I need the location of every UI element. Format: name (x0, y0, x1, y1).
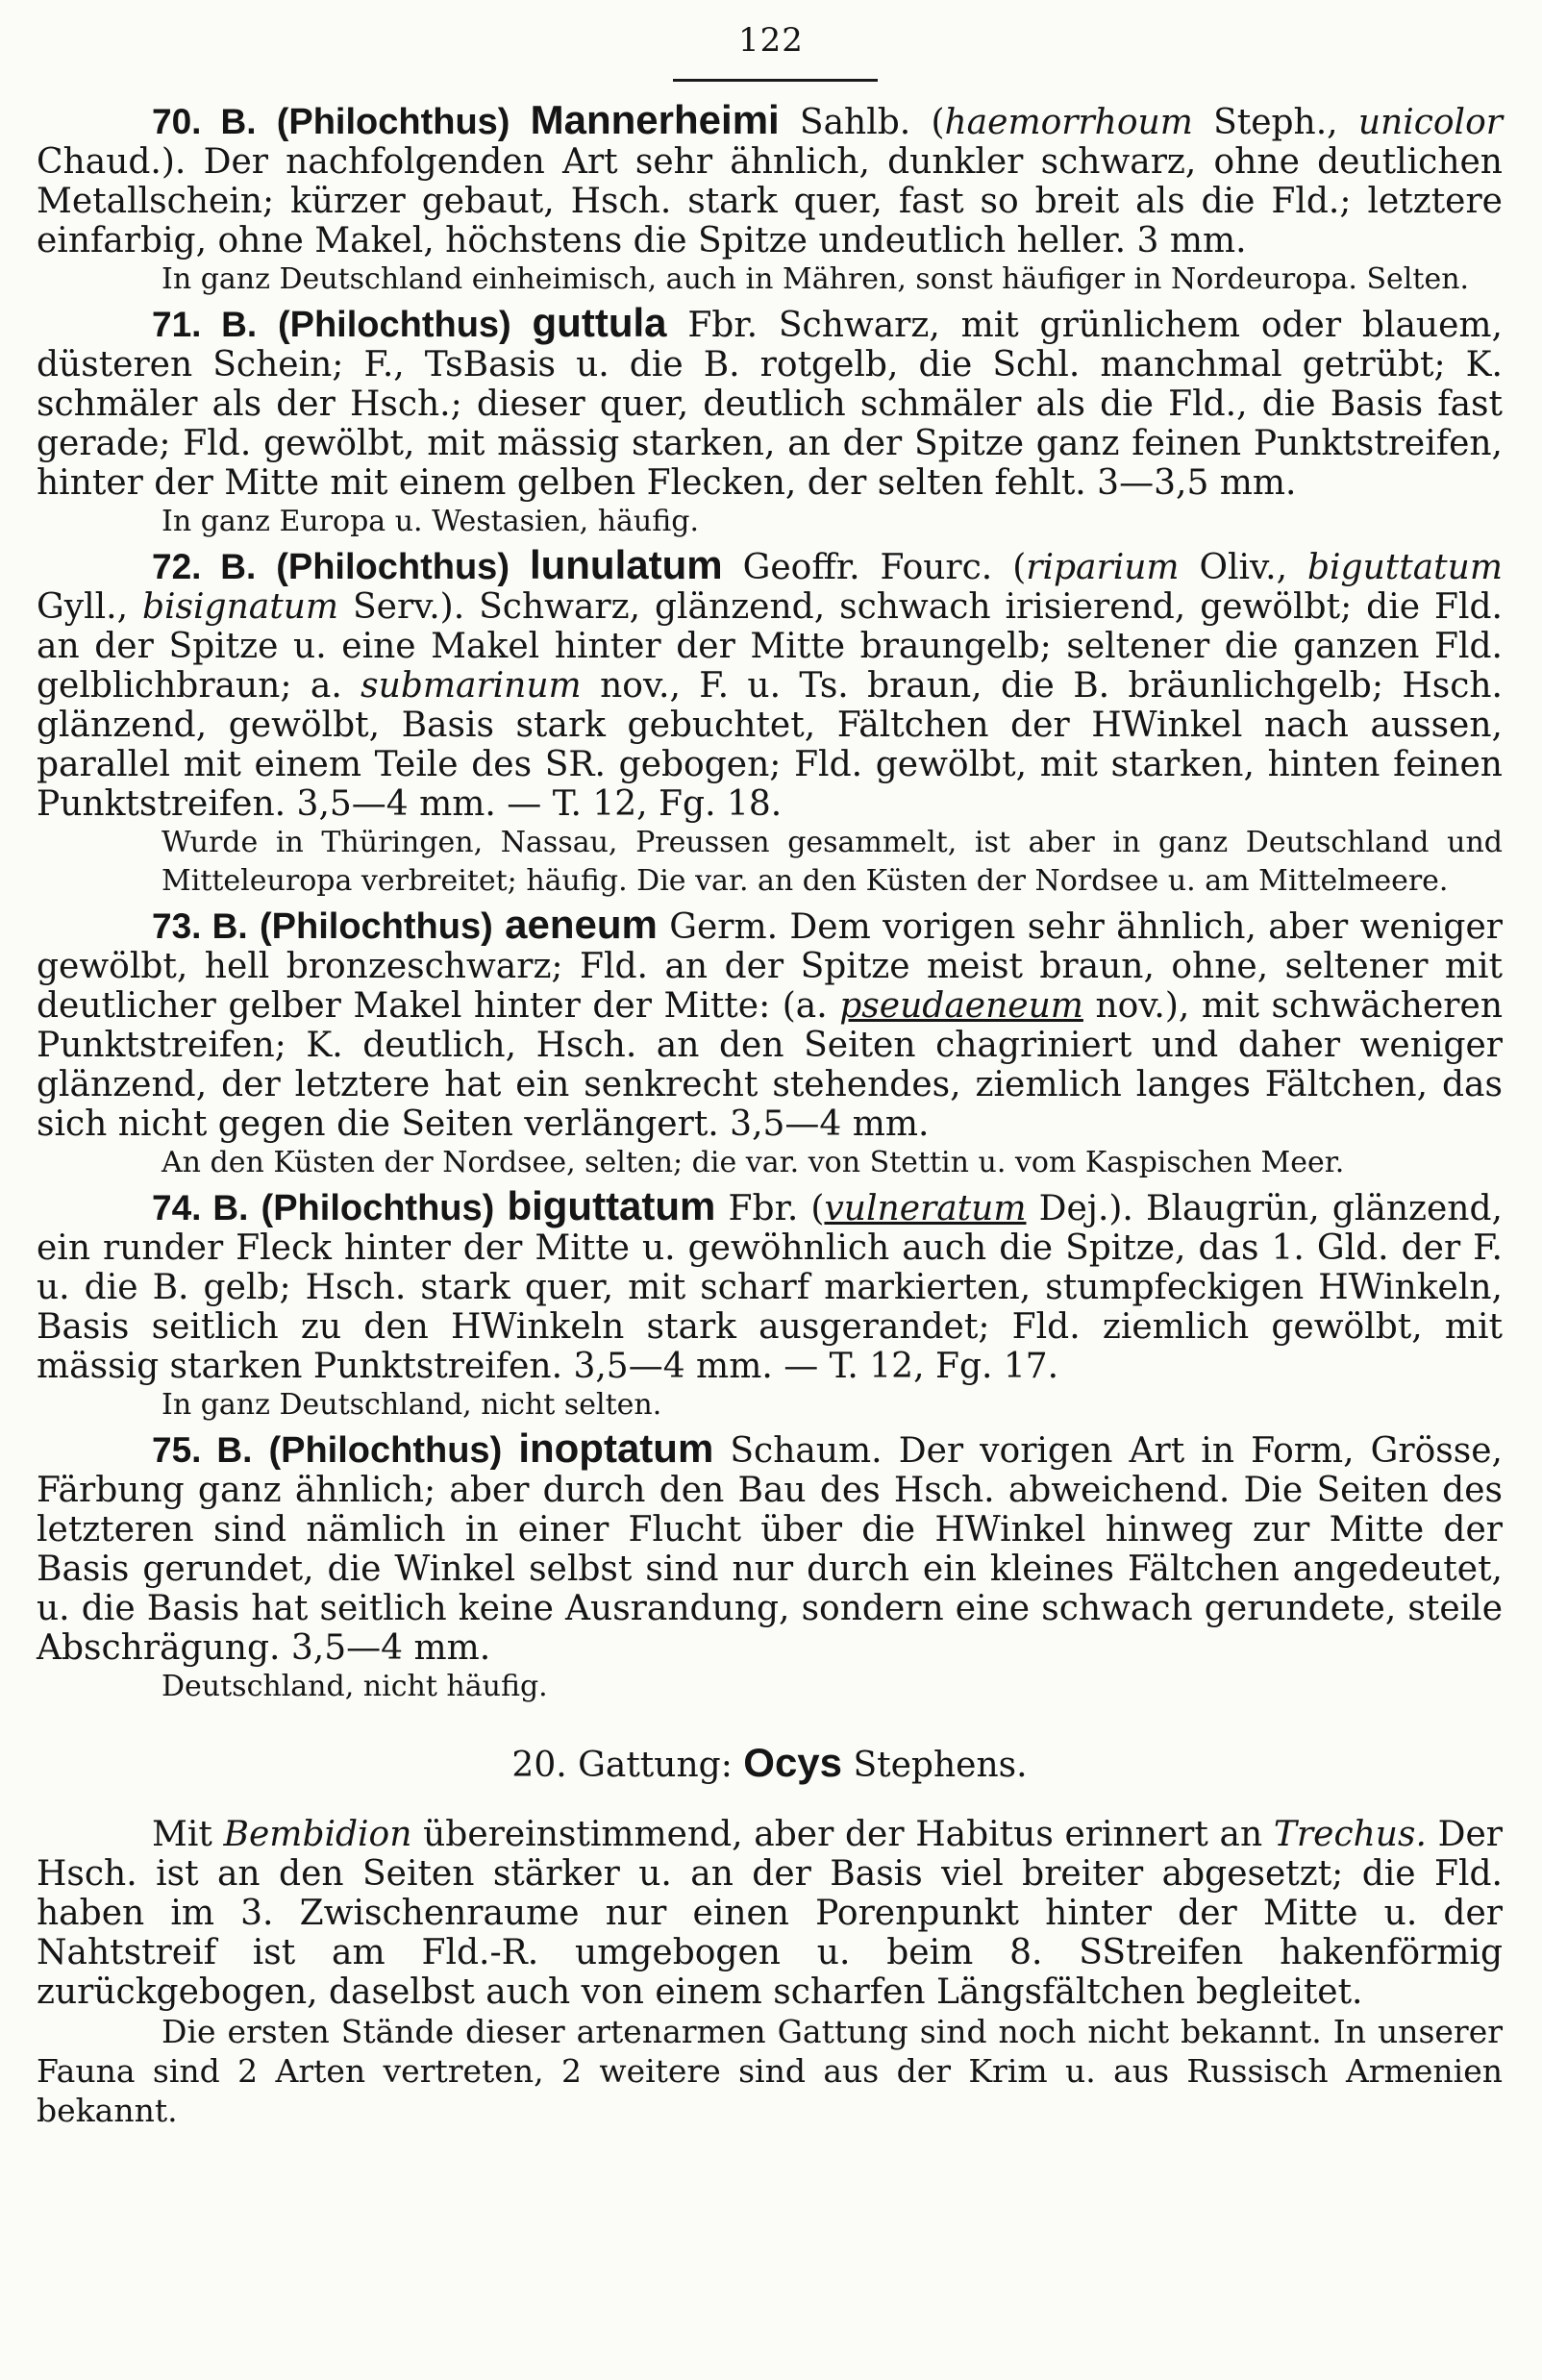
description: Mit (152, 1815, 212, 1854)
paren: ( (1012, 548, 1027, 587)
synonym: riparium (1026, 548, 1180, 587)
synonym: bisignatum (141, 587, 339, 627)
author: Fbr. (728, 1189, 799, 1228)
description: Schaum. Der vorigen Art in Form, Grösse, Färbung ganz ähnlich; aber durch den Bau des Hsch. abweichend. Die Seiten des letzteren sind nämlich in einer Flucht über die HWinkel hinweg zur Mitte der Basis gerundet, die Winkel selbst sind nur durch ein kleines Fältchen angedeutet, u. die Basis hat seitlich keine Ausrandung, sondern eine schwach gerundete, steile Abschrägung. 3,5—4 mm. (37, 1431, 1503, 1668)
species-name: aeneum (505, 902, 658, 947)
genus-name: Ocys (743, 1740, 843, 1785)
author: Geoffr. Fourc. (742, 548, 993, 587)
description: Chaud.). Der nachfolgenden Art sehr ähnlich, dunkler schwarz, ohne deutlichen Metallschein; kürzer gebaut, Hsch. stark quer, fast so breit als die Fld.; letztere einfarbig, ohne Makel, höchstens die Spitze undeutlich heller. 3 mm. (37, 142, 1503, 260)
description: Der Hsch. ist an den Seiten stärker u. an der Basis viel breiter abgesetzt; die Fld. haben im 3. Zwischenraume nur einen Porenpunkt hinter der Mitte u. der Nahtstreif ist am Fld.-R. umgebogen u. beim 8. SStreifen hakenförmig zurückgebogen, daselbst auch von einem scharfen Längsfältchen begleitet. (37, 1815, 1503, 2012)
synonym-author: Oliv., (1199, 548, 1288, 587)
synonym: biguttatum (1306, 548, 1503, 587)
genus-notes: Die ersten Stände dieser artenarmen Gattung sind noch nicht bekannt. In unserer Fauna sind 2 Arten vertreten, 2 weitere sind aus der Krim u. aus Russisch Armenien bekannt. (37, 2013, 1503, 2129)
header-rule (673, 79, 878, 82)
genus-prefix: 20. Gattung: (511, 1746, 733, 1785)
subgenus: (Philochthus) (276, 102, 510, 142)
genus-reference: Trechus. (1273, 1815, 1427, 1854)
entry-number: 73. B. (152, 906, 248, 946)
species-entry-71 (37, 300, 1503, 503)
paren: ( (931, 103, 945, 142)
distribution: Deutschland, nicht häufig. (162, 1670, 548, 1703)
genus-heading (37, 1741, 1503, 1788)
species-name: inoptatum (518, 1426, 714, 1471)
subgenus: (Philochthus) (261, 1188, 495, 1228)
description: übereinstimmend, aber der Habitus erinnert an (423, 1815, 1263, 1854)
description: Fbr. Schwarz, mit grünlichem oder blauem, düsteren Schein; F., TsBasis u. die B. rotgelb, die Schl. manchmal getrübt; K. schmäler als der Hsch.; dieser quer, deutlich schmäler als die Fld., die Basis fast gerade; Fld. gewölbt, mit mässig starken, an der Spitze ganz feinen Punktstreifen, hinter der Mitte mit einem gelben Flecken, der selten fehlt. 3—3,5 mm. (37, 306, 1503, 503)
distribution: In ganz Deutschland einheimisch, auch in Mähren, sonst häufiger in Nordeuropa. Selten. (162, 262, 1470, 296)
entry-number: 70. B. (152, 102, 257, 141)
description: Dej.). Blaugrün, glänzend, ein runder Fleck hinter der Mitte u. gewöhnlich auch die Spitze, das 1. Gld. der F. u. die B. gelb; Hsch. stark quer, mit scharf markierten, stumpfeckigen HWinkeln, Basis seitlich zu den HWinkeln stark ausgerandet; Fld. ziemlich gewölbt, mit mässig starken Punktstreifen. 3,5—4 mm. — T. 12, Fg. 17. (37, 1189, 1503, 1386)
distribution: In ganz Europa u. Westasien, häufig. (162, 505, 699, 538)
synonym-author: Steph., (1213, 103, 1338, 142)
genus-author: Stephens. (853, 1746, 1028, 1785)
species-name: guttula (532, 300, 667, 345)
author: Sahlb. (799, 103, 911, 142)
species-name: biguttatum (507, 1183, 716, 1228)
paren: ( (810, 1189, 825, 1228)
species-entry-75 (37, 1428, 1503, 1668)
species-entry-74 (37, 1183, 1503, 1386)
subgenus: (Philochthus) (276, 547, 510, 587)
synonym: haemorrhoum (944, 103, 1193, 142)
entry-number: 74. B. (152, 1188, 249, 1227)
distribution: An den Küsten der Nordsee, selten; die var. von Stettin u. vom Kaspischen Meer. (162, 1146, 1345, 1179)
genus-reference: Bembidion (223, 1815, 412, 1854)
genus-description (37, 1815, 1503, 2012)
species-entry-70 (37, 97, 1503, 260)
variety-name: pseudaeneum (839, 986, 1083, 1026)
distribution: Wurde in Thüringen, Nassau, Preussen gesammelt, ist aber in ganz Deutschland und Mitteleuropa verbreitet; häufig. Die var. an den Küsten der Nordsee u. am Mittelmeere. (162, 826, 1503, 898)
species-name: Mannerheimi (530, 97, 780, 142)
entry-number: 75. B. (152, 1430, 253, 1470)
variety-name: submarinum (361, 666, 582, 706)
species-entry-73 (37, 902, 1503, 1144)
species-name: lunulatum (529, 542, 723, 587)
synonym: vulneratum (824, 1189, 1027, 1228)
subgenus: (Philochthus) (277, 305, 511, 345)
species-entry-72 (37, 542, 1503, 824)
subgenus: (Philochthus) (260, 906, 493, 947)
entry-number: 72. B. (152, 547, 257, 586)
distribution: In ganz Deutschland, nicht selten. (162, 1388, 662, 1422)
entry-number: 71. B. (152, 305, 258, 344)
page-number: 122 (738, 21, 804, 60)
description: nov., F. u. Ts. braun, die B. bräunlichgelb; Hsch. glänzend, gewölbt, Basis stark gebuchtet, Fältchen der HWinkel nach aussen, parallel mit einem Teile des SR. gebogen; Fld. gewölbt, mit starken, hinten feinen Punktstreifen. 3,5—4 mm. — T. 12, Fg. 18. (37, 666, 1503, 824)
description: nov.), mit schwächeren Punktstreifen; K. deutlich, Hsch. an den Seiten chagriniert und daher weniger glänzend, der letztere hat ein senkrecht stehendes, ziemlich langes Fältchen, das sich nicht gegen die Seiten verlängert. 3,5—4 mm. (37, 986, 1503, 1144)
synonym-author: Gyll., (37, 587, 129, 627)
page-content (37, 97, 1503, 2130)
synonym: unicolor (1357, 103, 1503, 142)
description: Germ. Dem vorigen sehr ähnlich, aber weniger gewölbt, hell bronzeschwarz; Fld. an der Spitze meist braun, ohne, seltener mit deutlicher gelber Makel hinter der Mitte: (a. (37, 907, 1503, 1026)
subgenus: (Philochthus) (268, 1430, 503, 1471)
description: Serv.). Schwarz, glänzend, schwach irisierend, gewölbt; die Fld. an der Spitze u. eine Makel hinter der Mitte braungelb; seltener die ganzen Fld. gelblichbraun; a. (37, 587, 1503, 706)
